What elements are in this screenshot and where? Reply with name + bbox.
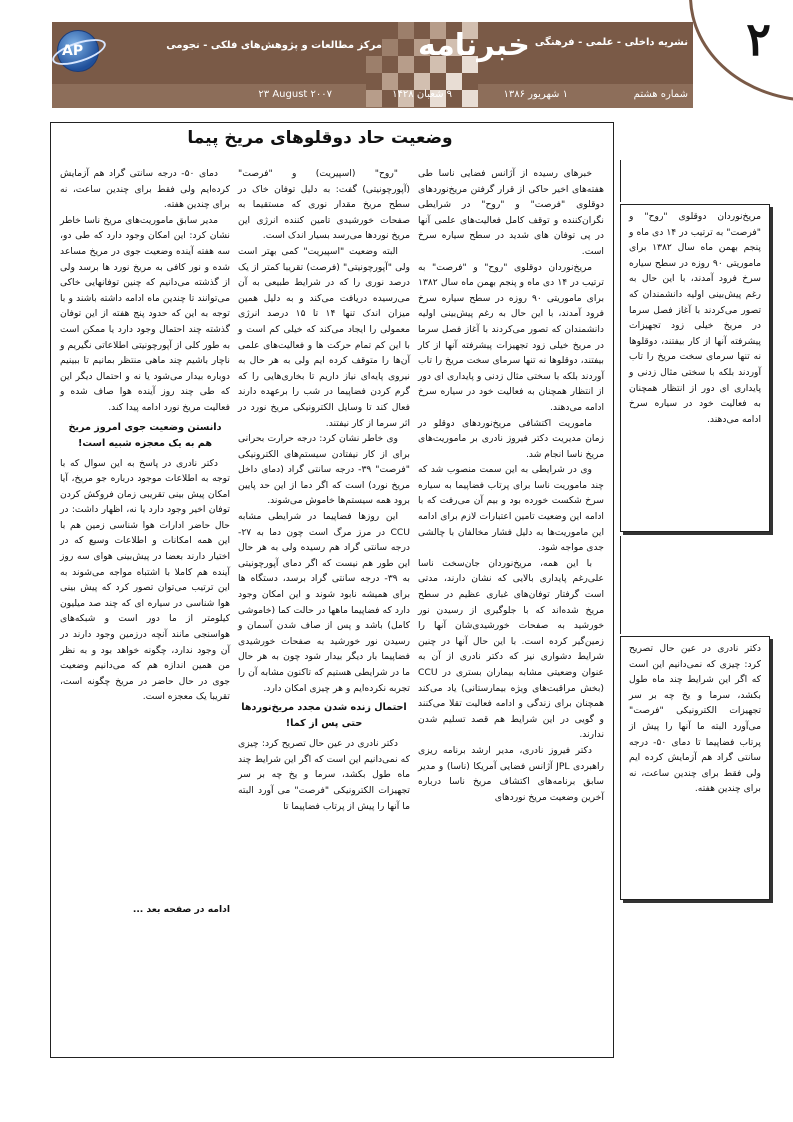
article-headline: وضعیت حاد دوقلوهای مریخ پیما [187,128,453,148]
sidebar-rule [620,536,621,634]
masthead [0,0,793,118]
sidebar-quote-box [620,204,770,532]
checker-square [382,73,398,90]
checker-square [382,39,398,56]
checker-square [398,56,414,73]
paragraph: مریخ‌نوردان دوقلوی "روح" و "فرصت" به ترتیب در ۱۴ دی ماه و پنجم بهمن ماه سال ۱۳۸۲ برای ماموریتی ۹۰ روزه در سطح سیاره سرخ فرود آمدند، با این حال به رغم پیش‌بینی اولیه دانشمندان که تصور می‌کردند با آغاز فصل سرما در مریخ خیلی زود تجهیزات پیشرفته آنها از کار بیفتند، دوقلوها نه تنها سرمای سخت مریخ را تاب آوردند بلکه با سختی مثال زدنی و پایداری ای دور از انتظار همچنان به فعالیت خود در سیاره سرخ ادامه می‌دهند. [418,261,604,413]
checker-square [446,73,462,90]
paragraph: دکتر نادری در پاسخ به این سوال که با توجه به اطلاعات موجود درباره جو مریخ، آیا امکان پیش بینی تقریبی زمان فروکش کردن توفان اخیر وجود دارد یا نه، اظهار داشت: در حال حاضر ادارات هوا شناسی زمین هم با این همه امکانات و اطلاعات وسیع که در اختیار دارند بعضا در پیش‌بینی هوای سه روز آینده هم کاملا با اشتباه مواجه می‌شوند به این ترتیب می‌توان تصور کرد که پیش بینی هوا شناسی در سیاره ای که چند صد میلیون کیلومتر از ما دور است و شبکه‌های هواسنجی مانند آنچه درزمین وجود دارند در آن وجود ندارد، چگونه خواهد بود و به نظر من همین اندازه هم که می‌دانیم وضعیت جوی در حال حاضر در مریخ چگونه است، تقریبا یک معجزه است. [60,457,230,703]
date-hijri: ۹ شعبان ۱۴۲۸ [392,89,452,100]
paragraph: وی در شرایطی به این سمت منصوب شد که چند ماموریت ناسا برای پرتاب فضاپیما به سیاره سرخ شکست خورده بود و بیم آن می‌رفت که با ادامه این وضعیت تامین اعتبارات لازم برای ادامه این ماموریت‌ها به دلیل فشار مخالفان با چالشی جدی مواجه شود. [418,464,604,554]
checker-square [398,22,414,39]
paragraph: خبرهای رسیده از آژانس فضایی ناسا طی هفته‌های اخیر حاکی از قرار گرفتن مریخ‌نوردهای دوقلوی "فرصت" و "روح" در شرایطی نگران‌کننده و توقف کامل فعالیت‌های علمی آنها در پی توفان های شدید در سطح سیاره سرخ است. [418,168,604,257]
paragraph: دمای ۵۰- درجه سانتی گراد هم آزمایش کرده‌ایم ولی فقط برای چندین ساعت، نه برای چندین هفته. [60,168,230,211]
sidebar-rule [620,160,621,202]
paragraph: ماموریت اکتشافی مریخ‌نوردهای دوقلو در زمان مدیریت دکتر فیروز نادری بر ماموریت‌های مریخ ناسا انجام شد. [418,417,604,460]
section-subheading: دانستن وضعیت جوی امروز مریخ هم به یک معجزه شبیه است! [68,421,222,449]
checker-square [430,73,446,90]
paragraph: مدیر سابق ماموریت‌های مریخ ناسا خاطر نشان کرد: این امکان وجود دارد که طی دو، سه هفته آینده وضعیت جوی در مریخ مساعد شده و نور کافی به مریخ نورد ها برسد ولی از گذشته می‌دانیم که چنین توفانهایی خاکی می‌توانند تا چندین ماه ادامه داشته باشند و با توجه به این که حدود پنج هفته از این توفان گذشته چند احتمال وجود دارد یا ممکن است به طور کلی از آپورچونیتی اطلاعاتی نگیریم و ناچار باشیم چند ماهی منتظر بمانیم تا ببینیم دوباره بیدار می‌شود یا نه و احتمال دیگر این که طی چند روز آینده هوا صاف شده و فعالیت مریخ نورد ادامه پیدا کند. [60,214,230,413]
checker-square [366,56,382,73]
sidebar-quote-text: دکتر نادری در عین حال تصریح کرد: چیزی که نمی‌دانیم این است که اگر این شرایط چند ماه طول بکشد، سرما و یخ چه بر سر تجهیزات الکترونیکی "فرصت" می‌آورد البته ما آنها را پیش از پرتاب فضاپیما تا دمای ۵۰- درجه سانتی گراد هم آزمایش کرده ایم ولی فقط برای چندین ساعت، نه برای چندین هفته. [629,643,761,795]
issue-info [242,89,688,105]
checker-square [366,22,382,39]
paragraph: با این همه، مریخ‌نوردان جان‌سخت ناسا علی‌رغم پایداری بالایی که نشان دارند، مدتی است گرفتار توفان‌های غباری عظیم در سطح مریخ شده‌اند که با جلوگیری از رسیدن نور خورشید به صفحات خورشیدی‌شان آنها را زمین‌گیر کرده است. با این حال آنها در چنین شرایط دشواری نیز که دکتر نادری از آن به عنوان وضعیتی مشابه بیماران بستری در CCU (بخش مراقبت‌های ویژه بیمارستانی) یاد می‌کند همچنان برای زندگی و ادامه فعالیت تقلا می‌کنند و گویی در این شرایط هم قصد تسلیم شدن ندارند. [418,557,604,741]
paragraph: این روزها فضاپیما در شرایطی مشابه CCU در مرز مرگ است چون دما به ۲۷- درجه سانتی گراد هم رسیده ولی به هر حال این طور هم نیست که اگر دمای آپورچونیتی به ۳۹- درجه سانتی گراد برسد، دستگاه ها برای همیشه نابود شوند و این امکان وجود دارد که فضاپیما ماهها در حالت کما (خاموشی کامل) باشد و پس از صاف شدن آسمان و رسیدن نور خورشید به صفحات خورشیدی فضاپیما بار دیگر بیدار شود چون به هر حال ما در شرایطی هستیم که تاکنون مشابه آن را تجربه نکرده‌ایم و هر چیزی امکان دارد. [238,511,410,694]
checker-square [398,39,414,56]
paragraph: وی خاطر نشان کرد: درجه حرارت بحرانی برای از کار نیفتادن سیستم‌های الکترونیکی "فرصت" ۳۹- درجه سانتی گراد (دمای داخل مریخ نورد) است که اگر دما از این حد پایین برود همه سیستم‌ها خاموش می‌شوند. [238,433,410,507]
tagline: نشریه داخلی - علمی - فرهنگی [534,37,688,48]
paragraph: دکتر فیروز نادری، مدیر ارشد برنامه ریزی راهبردی JPL آژانس فضایی آمریکا (ناسا) و مدیر سابق برنامه‌های اکتشاف مریخ ناسا درباره آخرین وضعیت مریخ نوردهای [418,744,604,803]
paragraph: دکتر نادری در عین حال تصریح کرد: چیزی که نمی‌دانیم این است که اگر این شرایط چند ماه طول بکشد، سرما و یخ چه بر سر تجهیزات الکترونیکی "فرصت" می آورد البته ما آنها را پیش از پرتاب فضاپیما تا [238,738,410,812]
section-subheading: احتمال زنده شدن مجدد مریخ‌نوردها حتی پس از کما! [241,702,407,730]
date-gregorian: ۲۳ August ۲۰۰۷ [258,89,332,100]
article-column-middle [238,166,410,814]
checker-square [382,56,398,73]
sidebar-quote-text: مریخ‌نوردان دوقلوی "روح" و "فرصت" به ترتیب در ۱۴ دی ماه و پنجم بهمن ماه سال ۱۳۸۲ برای ماموریتی ۹۰ روزه در سطح سیاره سرخ فرود آمدند، با این حال به رغم پیش‌بینی اولیه دانشمندان که تصور می‌کردند با آغاز فصل سرما در مریخ خیلی زود تجهیزات پیشرفته آنها از کار بیفتند، دوقلوها نه تنها سرمای سخت مریخ را تاب آوردند بلکه با سختی مثال زدنی و پایداری ای دور از انتظار همچنان به فعالیت خود در سیاره سرخ ادامه می‌دهند. [629,211,762,425]
date-persian: ۱ شهریور ۱۳۸۶ [503,89,568,100]
checker-square [462,73,478,90]
issue-number-circle [689,0,793,102]
checker-square [382,22,398,39]
continued-link[interactable]: ادامه در صفحه بعد ... [132,904,230,915]
brand-logo: خبرنامه [418,28,530,63]
article-column-right [418,166,604,805]
publisher-name: مرکز مطالعات و پژوهش‌های فلکی - نجومی [166,40,382,51]
logo-text: AP [62,43,84,59]
issue-number: ۲ [746,12,771,66]
checker-square [398,73,414,90]
article-column-left [60,166,230,705]
issue-label: شماره هشتم [633,89,688,100]
sidebar-quote-box [620,636,770,900]
paragraph: البته وضعیت "اسپیریت" کمی بهتر است ولی "آپورچونیتی" (فرصت) تقریبا کمتر از یک درصد نوری را که در شرایط طبیعی به آن می‌رسیده دریافت می‌کند و به دلیل همین میزان اندک تنها ۱۴ تا ۱۵ درصد انرژی معمولی را ایجاد می‌کند که خیلی کم است و با این کم تمام حرکت ها و فعالیت‌های علمی آن‌ها را متوقف کرده ایم ولی به هر حال به نیروی پایه‌ای نیاز داریم تا بخاری‌هایی را که گرم کردن فضاپیما در شب را برعهده دارند فعال کند تا وسایل الکترونیکی مریخ نورد در اثر سرما از کار نیفتند. [238,245,411,429]
checker-square [414,73,430,90]
paragraph: "روح" (اسپیریت) و "فرصت" (آپورچونیتی) گفت: به دلیل توفان خاک در سطح مریخ مقدار نوری که مستقیما به صفحات خورشیدی تامین کننده انرژی این مریخ نوردها می‌رسد بسیار اندک است. [238,168,410,242]
checker-square [366,73,382,90]
